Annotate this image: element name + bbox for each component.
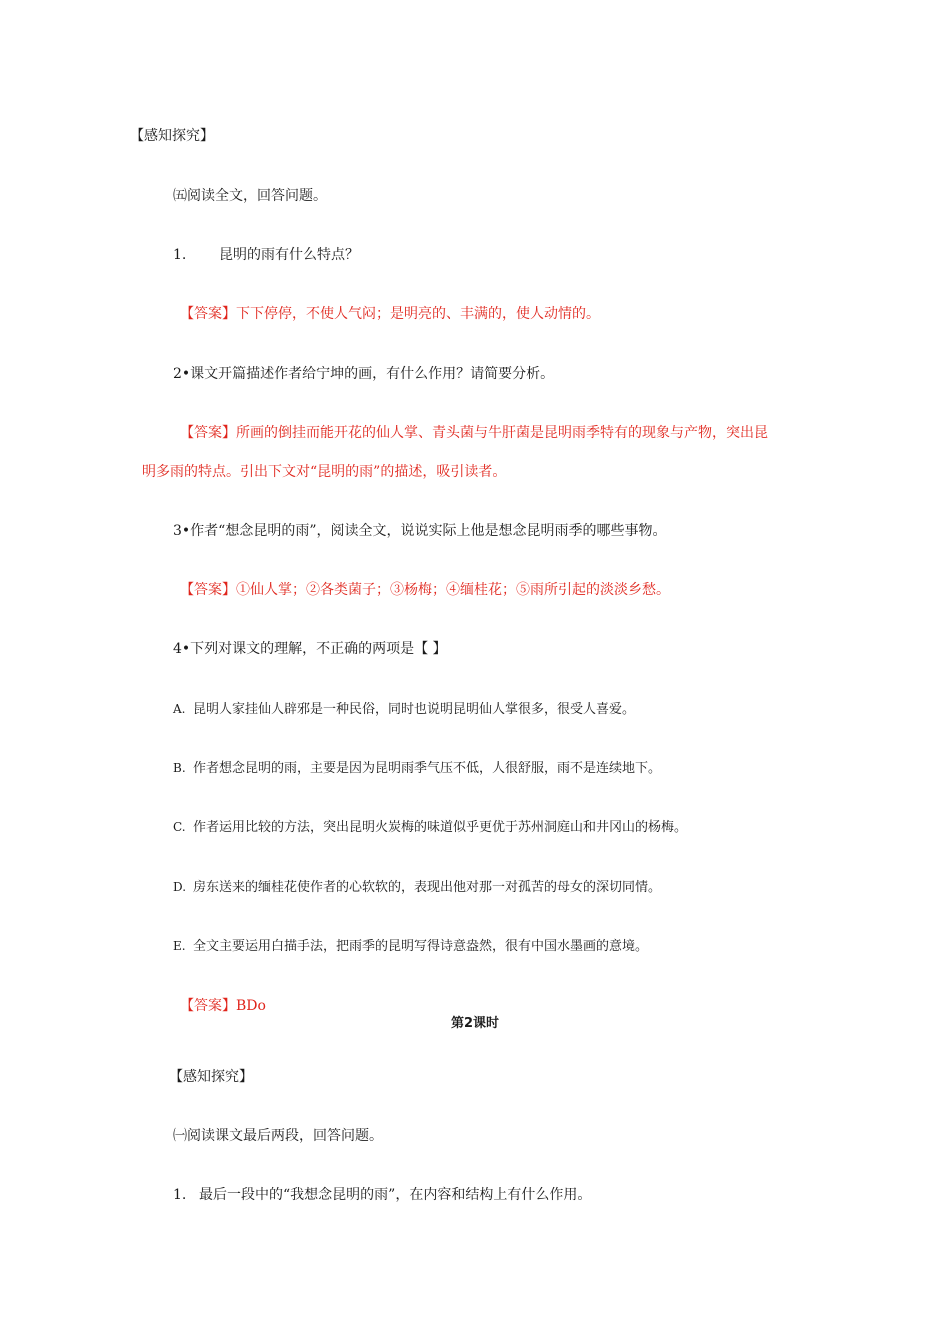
option-d: [173, 877, 661, 898]
option-e: [173, 936, 648, 957]
option-text: 全文主要运用白描手法，把雨季的昆明写得诗意盎然，很有中国水墨画的意境。: [193, 939, 649, 954]
answer-tag: 【答案】: [180, 582, 236, 598]
option-letter: C.: [173, 820, 186, 834]
question-text: 昆明的雨有什么特点？: [219, 247, 359, 263]
question-2-1: [173, 1185, 591, 1205]
answer-text: ①仙人掌；②各类菌子；③杨梅；④缅桂花；⑤雨所引起的淡淡乡愁。: [236, 582, 670, 598]
reading-instruction: ㈤阅读全文，回答问题。: [173, 188, 327, 204]
question-2: 2•课文开篇描述作者给宁坤的画，有什么作用？请简要分析。: [173, 366, 555, 382]
answer-text: BDo: [236, 998, 266, 1014]
option-letter: A.: [173, 702, 186, 716]
answer-tag: 【答案】: [180, 306, 236, 322]
answer-2-line-1: [180, 423, 768, 443]
section-heading-2: 【感知探究】: [169, 1069, 253, 1085]
question-3: 3•作者“想念昆明的雨”，阅读全文，说说实际上他是想念昆明雨季的哪些事物。: [173, 523, 667, 539]
question-text: 最后一段中的“我想念昆明的雨”，在内容和结构上有什么作用。: [199, 1187, 592, 1203]
question-number: 1.: [173, 247, 187, 263]
question-1: [173, 245, 359, 265]
option-a: [173, 699, 635, 720]
option-letter: D.: [173, 880, 187, 894]
section-heading: 【感知探究】: [130, 128, 214, 144]
question-number: 1.: [173, 1187, 187, 1203]
answer-tag: 【答案】: [180, 998, 236, 1014]
reading-instruction-2: ㈠阅读课文最后两段，回答问题。: [173, 1128, 383, 1144]
option-letter: B.: [173, 761, 186, 775]
answer-text: 下下停停，不使人气闷；是明亮的、丰满的，使人动情的。: [236, 306, 600, 322]
question-4: 4•下列对课文的理解，不正确的两项是【 】: [173, 641, 447, 657]
answer-4: [180, 996, 266, 1016]
option-text: 作者想念昆明的雨，主要是因为昆明雨季气压不低，人很舒服，雨不是连续地下。: [193, 761, 662, 776]
answer-text: 所画的倒挂而能开花的仙人掌、青头菌与牛肝菌是昆明雨季特有的现象与产物，突出昆: [236, 425, 768, 441]
answer-2-line-2: 明多雨的特点。引出下文对“昆明的雨”的描述，吸引读者。: [142, 464, 507, 480]
option-letter: E.: [173, 939, 186, 953]
answer-3: [180, 580, 670, 600]
option-text: 房东送来的缅桂花使作者的心软软的，表现出他对那一对孤苦的母女的深切同情。: [193, 880, 662, 895]
option-text: 昆明人家挂仙人辟邪是一种民俗，同时也说明昆明仙人掌很多，很受人喜爱。: [193, 702, 636, 717]
option-c: [173, 817, 687, 838]
answer-tag: 【答案】: [180, 425, 236, 441]
lesson-title: 第2课时: [450, 1016, 500, 1031]
answer-1: [180, 304, 600, 324]
option-text: 作者运用比较的方法，突出昆明火炭梅的味道似乎更优于苏州洞庭山和井冈山的杨梅。: [193, 820, 688, 835]
option-b: [173, 758, 661, 779]
